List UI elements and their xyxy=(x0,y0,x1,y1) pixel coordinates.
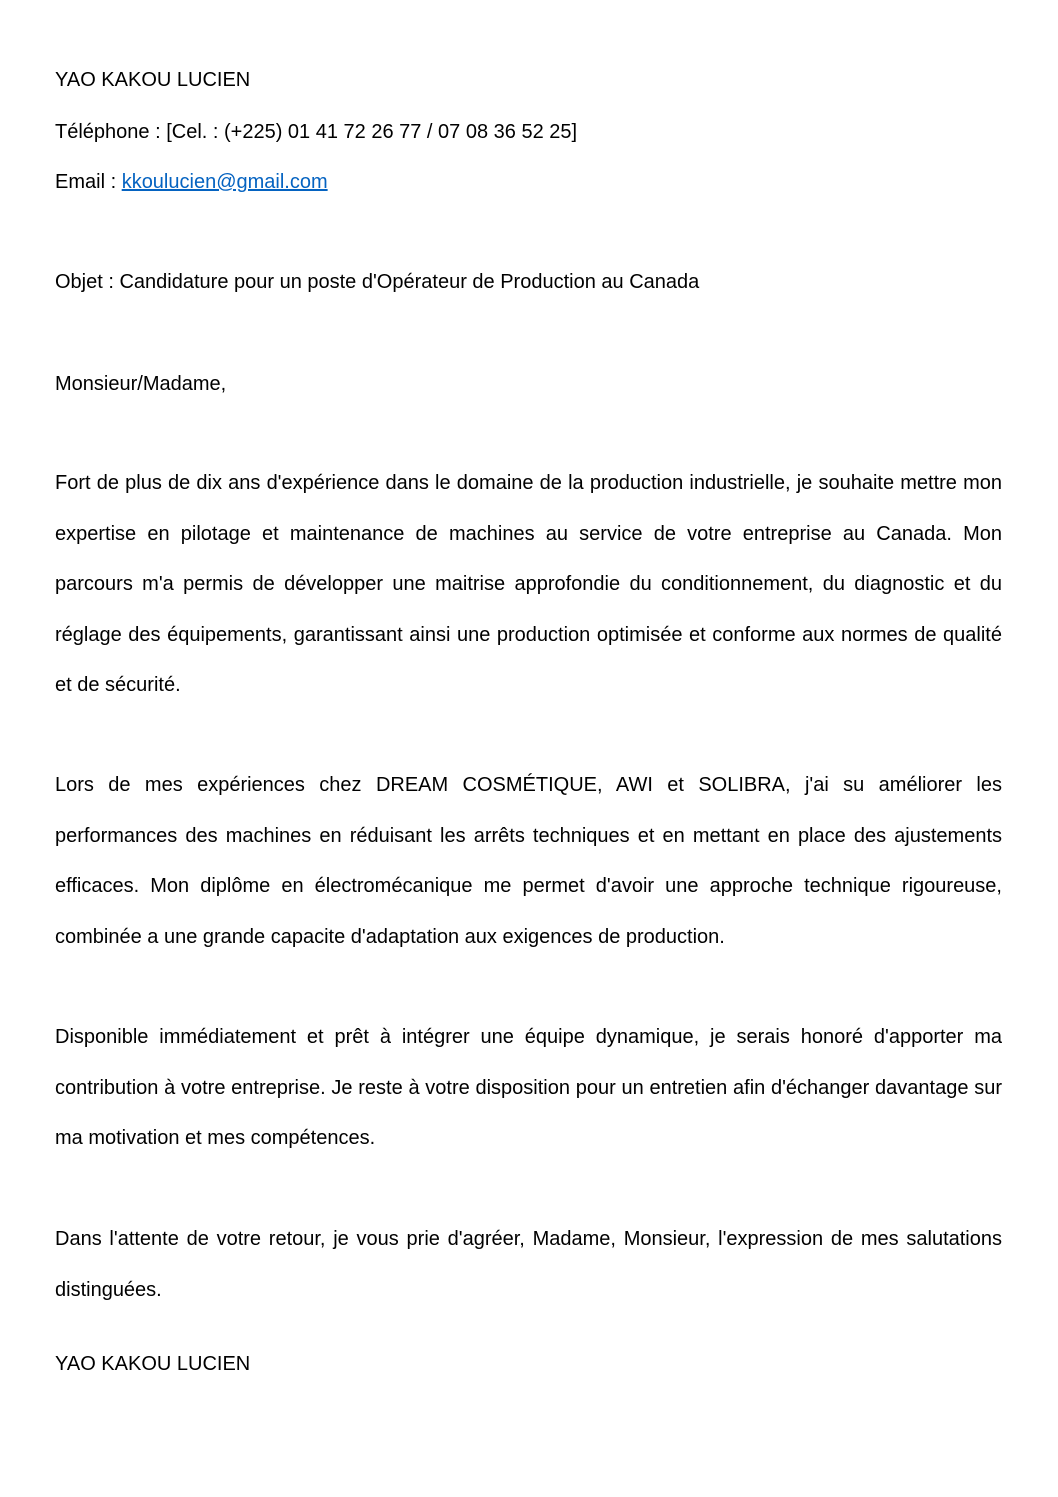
body-paragraph-1: Fort de plus de dix ans d'expérience dans le domaine de la production industrielle, je souhaite mettre mon expertise en pilotage et maintenance de machines au service de votre entreprise au Canada. Mon parcours m'a permis de développer une maitrise approfondie du conditionnement, du diagnostic et du réglage des équipements, garantissant ainsi une production optimisée et conforme aux normes de qualité et de sécurité. xyxy=(55,472,1002,696)
email-link[interactable]: kkoulucien@gmail.com xyxy=(121,171,328,193)
signature: YAO KAKOU LUCIEN xyxy=(55,1353,251,1375)
body-paragraph-3: Disponible immédiatement et prêt à intégrer une équipe dynamique, je serais honoré d'apporter ma contribution à votre entreprise. Je reste à votre disposition pour un entretien afin d'échanger davantage sur ma motivation et mes compétences. xyxy=(55,1026,1002,1149)
body-paragraph-2: Lors de mes expériences chez DREAM COSMÉTIQUE, AWI et SOLIBRA, j'ai su améliorer les performances des machines en réduisant les arrêts techniques et en mettant en place des ajustements efficaces. Mon diplôme en électromécanique me permet d'avoir une approche technique rigoureuse, combinée a une grande capacite d'adaptation aux exigences de production. xyxy=(55,774,1002,948)
sender-email-line xyxy=(55,170,328,194)
sender-name: YAO KAKOU LUCIEN xyxy=(55,69,251,91)
body-paragraph-4: Dans l'attente de votre retour, je vous prie d'agréer, Madame, Monsieur, l'expression de mes salutations distinguées. xyxy=(55,1228,1002,1301)
letter-subject: Objet : Candidature pour un poste d'Opérateur de Production au Canada xyxy=(55,271,700,293)
letter-salutation: Monsieur/Madame, xyxy=(55,373,227,395)
email-label: Email : xyxy=(55,171,122,193)
sender-phone: Téléphone : [Cel. : (+225) 01 41 72 26 77 / 07 08 36 52 25] xyxy=(55,121,578,143)
